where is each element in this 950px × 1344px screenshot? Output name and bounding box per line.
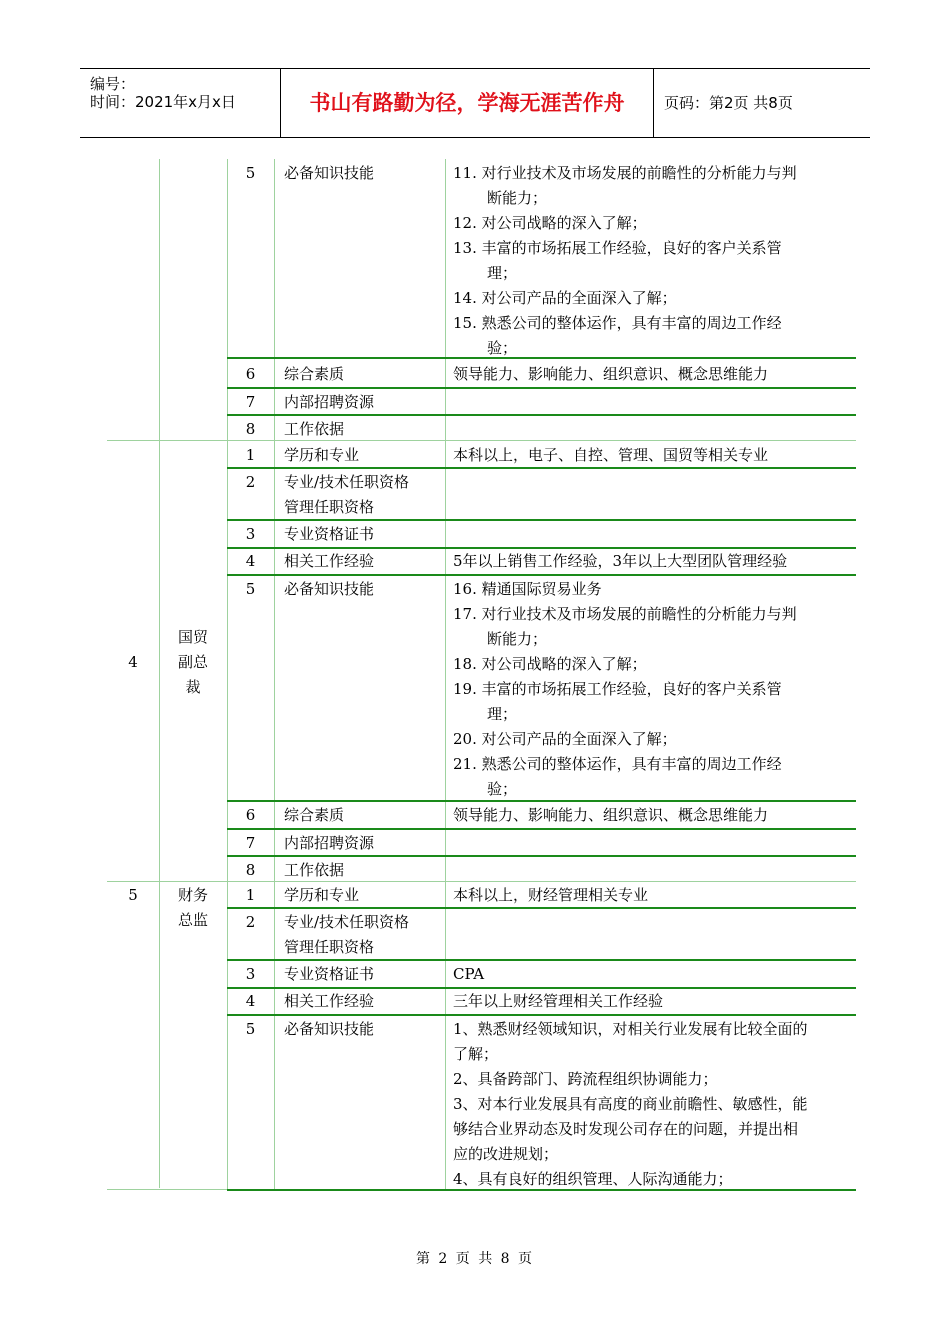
row-number: 4: [245, 992, 256, 1010]
row-number: 1: [245, 886, 256, 904]
row-content-line: 14. 对公司产品的全面深入了解；: [453, 289, 677, 307]
row-item-label: 学历和专业: [284, 886, 360, 904]
row-number: 5: [245, 1020, 256, 1038]
row-content-line: 15. 熟悉公司的整体运作，具有丰富的周边工作经: [453, 314, 782, 332]
table-vline: [445, 159, 446, 1190]
row-content-line: 断能力；: [487, 189, 548, 207]
position-title: 国贸: [177, 628, 208, 646]
table-hline: [107, 1189, 227, 1190]
row-number: 8: [245, 861, 256, 879]
row-item-label: 专业资格证书: [284, 965, 375, 983]
row-content-line: 断能力；: [487, 630, 548, 648]
row-content-line: 11. 对行业技术及市场发展的前瞻性的分析能力与判: [453, 164, 797, 182]
row-content-line: 20. 对公司产品的全面深入了解；: [453, 730, 677, 748]
row-item-label: 学历和专业: [284, 446, 360, 464]
position-title: 副总: [177, 653, 208, 671]
row-item-label: 管理任职资格: [284, 498, 375, 516]
row-number: 7: [245, 834, 256, 852]
row-content-line: 1、熟悉财经领域知识，对相关行业发展有比较全面的: [453, 1020, 808, 1038]
table-hline: [107, 440, 856, 441]
row-number: 6: [245, 365, 256, 383]
row-content-line: 3、对本行业发展具有高度的商业前瞻性、敏感性，能: [453, 1095, 808, 1113]
row-item-label: 综合素质: [284, 806, 345, 824]
position-title: 裁: [185, 678, 201, 696]
row-item-label: 综合素质: [284, 365, 345, 383]
row-item-label: 专业/技术任职资格: [284, 473, 410, 491]
table-hline: [107, 881, 856, 882]
row-item-label: 专业/技术任职资格: [284, 913, 410, 931]
row-content-line: 验；: [487, 339, 518, 357]
table-hline: [227, 1014, 856, 1016]
row-item-label: 必备知识技能: [284, 164, 375, 182]
table-hline: [227, 387, 856, 389]
row-item-label: 相关工作经验: [284, 552, 375, 570]
row-number: 5: [245, 164, 256, 182]
row-content-line: 应的改进规划；: [453, 1145, 559, 1163]
row-number: 8: [245, 420, 256, 438]
row-item-label: 内部招聘资源: [284, 834, 375, 852]
row-content-line: 16. 精通国际贸易业务: [453, 580, 602, 598]
row-item-label: 管理任职资格: [284, 938, 375, 956]
doc-code-label: 编号：: [90, 75, 136, 93]
table-hline: [227, 357, 856, 359]
table-vline: [274, 159, 275, 1190]
row-number: 1: [245, 446, 256, 464]
row-content: 三年以上财经管理相关工作经验: [453, 992, 664, 1010]
row-content-line: 够结合业界动态及时发现公司存在的问题，并提出相: [453, 1120, 799, 1138]
row-number: 4: [245, 552, 256, 570]
position-title: 总监: [177, 911, 208, 929]
header-motto: 书山有路勤为径，学海无涯苦作舟: [281, 69, 654, 137]
row-number: 6: [245, 806, 256, 824]
row-content: CPA: [453, 965, 485, 983]
page-footer: 第 2 页 共 8 页: [415, 1251, 535, 1267]
row-item-label: 工作依据: [284, 420, 345, 438]
table-hline: [227, 800, 856, 802]
position-number: 4: [128, 653, 138, 671]
row-number: 2: [245, 913, 256, 931]
row-content-line: 了解；: [453, 1045, 499, 1063]
row-content: 领导能力、影响能力、组织意识、概念思维能力: [453, 365, 769, 383]
row-number: 5: [245, 580, 256, 598]
header-page-info: 页码：第2页 共8页: [664, 94, 793, 112]
row-number: 3: [245, 525, 256, 543]
row-item-label: 工作依据: [284, 861, 345, 879]
row-item-label: 必备知识技能: [284, 580, 375, 598]
row-content-line: 2、具备跨部门、跨流程组织协调能力；: [453, 1070, 718, 1088]
row-content-line: 12. 对公司战略的深入了解；: [453, 214, 647, 232]
table-hline: [227, 574, 856, 576]
row-content-line: 19. 丰富的市场拓展工作经验，良好的客户关系管: [453, 680, 782, 698]
row-item-label: 相关工作经验: [284, 992, 375, 1010]
position-number: 5: [128, 886, 138, 904]
row-item-label: 内部招聘资源: [284, 393, 375, 411]
row-item-label: 专业资格证书: [284, 525, 375, 543]
row-item-label: 必备知识技能: [284, 1020, 375, 1038]
row-content-line: 理；: [487, 264, 518, 282]
row-content-line: 验；: [487, 780, 518, 798]
row-content: 本科以上，财经管理相关专业: [453, 886, 649, 904]
row-content-line: 13. 丰富的市场拓展工作经验，良好的客户关系管: [453, 239, 782, 257]
row-content: 领导能力、影响能力、组织意识、概念思维能力: [453, 806, 769, 824]
row-content: 本科以上，电子、自控、管理、国贸等相关专业: [453, 446, 769, 464]
row-number: 3: [245, 965, 256, 983]
doc-time-label: 时间：2021年x月x日: [90, 93, 236, 111]
row-content-line: 21. 熟悉公司的整体运作，具有丰富的周边工作经: [453, 755, 782, 773]
row-content-line: 17. 对行业技术及市场发展的前瞻性的分析能力与判: [453, 605, 797, 623]
row-content: 5年以上销售工作经验，3年以上大型团队管理经验: [453, 552, 788, 570]
row-number: 7: [245, 393, 256, 411]
row-content-line: 理；: [487, 705, 518, 723]
position-title: 财务: [177, 886, 208, 904]
row-content-line: 4、具有良好的组织管理、人际沟通能力；: [453, 1170, 733, 1188]
row-content-line: 18. 对公司战略的深入了解；: [453, 655, 647, 673]
row-number: 2: [245, 473, 256, 491]
table-hline: [227, 828, 856, 830]
